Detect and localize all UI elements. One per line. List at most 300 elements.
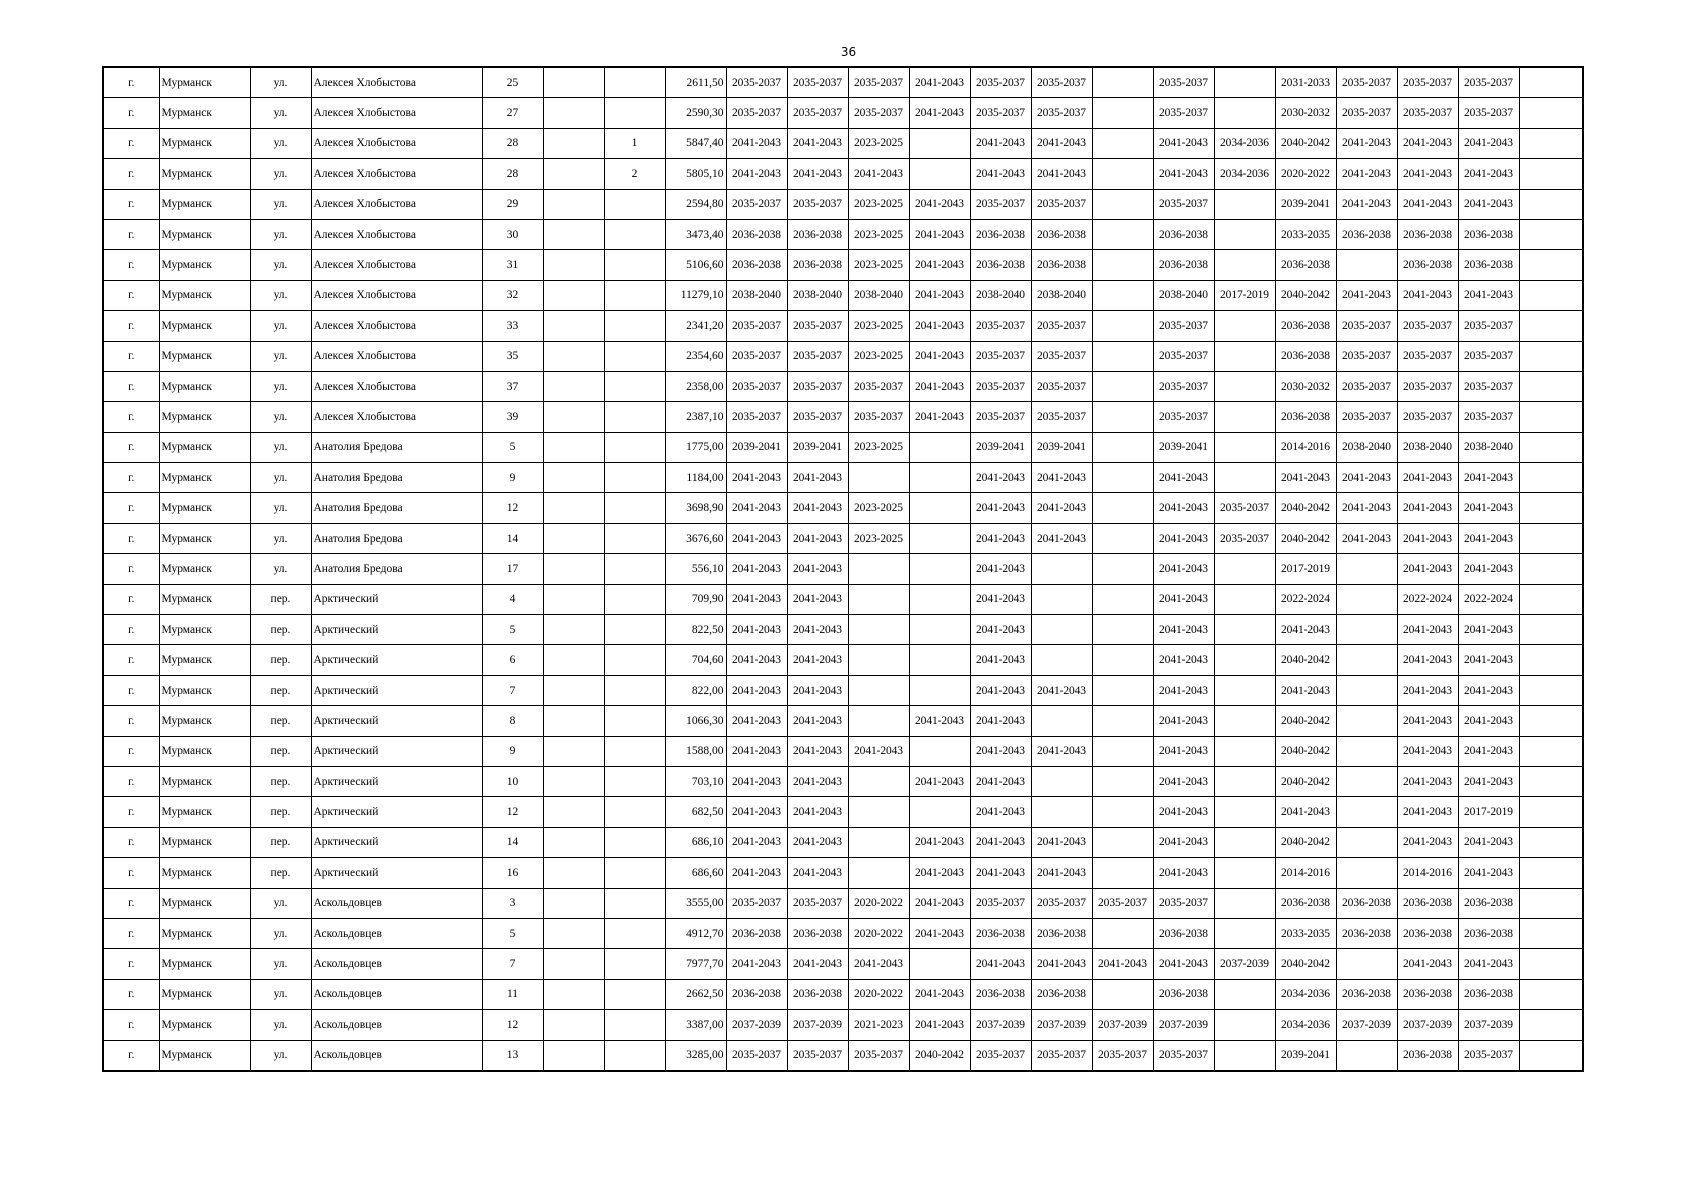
part-cell [604,219,665,249]
building-cell [543,797,604,827]
period-cell-3: 2023-2025 [848,250,909,280]
period-cell-1: 2041-2043 [726,463,787,493]
area-cell: 2590,30 [665,98,726,128]
period-cell-6: 2041-2043 [1031,523,1092,553]
period-cell-10: 2040-2042 [1275,736,1336,766]
part-cell [604,827,665,857]
period-cell-12: 2041-2043 [1397,189,1458,219]
building-cell [543,949,604,979]
table-row [103,98,1583,128]
period-cell-5: 2041-2043 [970,615,1031,645]
street-type-cell: ул. [250,979,311,1009]
period-cell-2: 2041-2043 [787,858,848,888]
period-cell-7 [1092,463,1153,493]
period-cell-5: 2035-2037 [970,189,1031,219]
period-cell-11 [1336,736,1397,766]
city-cell: Мурманск [159,311,250,341]
period-cell-8: 2041-2043 [1153,706,1214,736]
period-cell-4 [909,463,970,493]
street-type-cell: ул. [250,493,311,523]
street-name-cell: Алексея Хлобыстова [311,189,482,219]
period-cell-7 [1092,827,1153,857]
period-cell-11 [1336,858,1397,888]
table-row [103,189,1583,219]
street-type-cell: ул. [250,311,311,341]
period-cell-6: 2035-2037 [1031,888,1092,918]
period-cell-9 [1214,341,1275,371]
period-cell-10: 2040-2042 [1275,493,1336,523]
period-cell-8: 2035-2037 [1153,402,1214,432]
period-cell-10: 2034-2036 [1275,1010,1336,1040]
period-cell-11: 2036-2038 [1336,918,1397,948]
period-cell-9: 2017-2019 [1214,280,1275,310]
period-cell-1: 2038-2040 [726,280,787,310]
period-cell-2: 2035-2037 [787,888,848,918]
period-cell-13: 2035-2037 [1458,311,1519,341]
period-cell-11: 2036-2038 [1336,979,1397,1009]
street-type-cell: пер. [250,584,311,614]
period-cell-4: 2041-2043 [909,341,970,371]
street-name-cell: Алексея Хлобыстова [311,159,482,189]
period-cell-3 [848,827,909,857]
period-cell-11: 2041-2043 [1336,523,1397,553]
period-cell-4 [909,523,970,553]
period-cell-8: 2035-2037 [1153,888,1214,918]
period-cell-7 [1092,797,1153,827]
table-row [103,219,1583,249]
period-cell-1: 2035-2037 [726,888,787,918]
trailing-cell [1519,219,1583,249]
area-cell: 2387,10 [665,402,726,432]
settlement-type-cell: г. [103,159,159,189]
period-cell-2: 2037-2039 [787,1010,848,1040]
period-cell-5: 2035-2037 [970,67,1031,98]
period-cell-13: 2041-2043 [1458,949,1519,979]
period-cell-9 [1214,645,1275,675]
period-cell-5: 2041-2043 [970,159,1031,189]
part-cell [604,98,665,128]
period-cell-11: 2035-2037 [1336,98,1397,128]
period-cell-1: 2041-2043 [726,858,787,888]
street-name-cell: Алексея Хлобыстова [311,250,482,280]
period-cell-1: 2041-2043 [726,797,787,827]
period-cell-1: 2035-2037 [726,189,787,219]
period-cell-11: 2035-2037 [1336,371,1397,401]
table-row [103,463,1583,493]
trailing-cell [1519,554,1583,584]
period-cell-4: 2041-2043 [909,706,970,736]
street-type-cell: ул. [250,523,311,553]
table-row [103,1010,1583,1040]
house-number-cell: 29 [482,189,543,219]
city-cell: Мурманск [159,1010,250,1040]
house-number-cell: 28 [482,128,543,158]
period-cell-4: 2041-2043 [909,766,970,796]
street-name-cell: Арктический [311,584,482,614]
period-cell-12: 2041-2043 [1397,645,1458,675]
area-cell: 5805,10 [665,159,726,189]
city-cell: Мурманск [159,584,250,614]
area-cell: 3676,60 [665,523,726,553]
period-cell-10: 2040-2042 [1275,128,1336,158]
period-cell-9 [1214,615,1275,645]
period-cell-4: 2041-2043 [909,827,970,857]
period-cell-7 [1092,250,1153,280]
period-cell-8: 2035-2037 [1153,341,1214,371]
area-cell: 822,50 [665,615,726,645]
street-type-cell: ул. [250,98,311,128]
period-cell-11 [1336,949,1397,979]
street-type-cell: пер. [250,766,311,796]
period-cell-2: 2041-2043 [787,706,848,736]
trailing-cell [1519,128,1583,158]
period-cell-3 [848,858,909,888]
period-cell-9 [1214,766,1275,796]
period-cell-3: 2035-2037 [848,98,909,128]
area-cell: 4912,70 [665,918,726,948]
city-cell: Мурманск [159,402,250,432]
street-name-cell: Алексея Хлобыстова [311,280,482,310]
city-cell: Мурманск [159,98,250,128]
table-row [103,675,1583,705]
part-cell [604,949,665,979]
part-cell [604,858,665,888]
period-cell-11 [1336,766,1397,796]
period-cell-2: 2041-2043 [787,736,848,766]
period-cell-5: 2041-2043 [970,584,1031,614]
area-cell: 686,60 [665,858,726,888]
street-type-cell: пер. [250,645,311,675]
period-cell-1: 2035-2037 [726,371,787,401]
period-cell-6: 2041-2043 [1031,128,1092,158]
period-cell-4: 2041-2043 [909,1010,970,1040]
period-cell-8: 2041-2043 [1153,463,1214,493]
trailing-cell [1519,615,1583,645]
settlement-type-cell: г. [103,675,159,705]
period-cell-2: 2041-2043 [787,675,848,705]
building-cell [543,554,604,584]
trailing-cell [1519,797,1583,827]
street-name-cell: Аскольдовцев [311,1010,482,1040]
period-cell-3 [848,645,909,675]
period-cell-12: 2035-2037 [1397,341,1458,371]
building-cell [543,128,604,158]
register-table-body [103,67,1583,1071]
period-cell-10: 2017-2019 [1275,554,1336,584]
period-cell-7 [1092,858,1153,888]
period-cell-1: 2036-2038 [726,918,787,948]
period-cell-3: 2035-2037 [848,67,909,98]
period-cell-6: 2041-2043 [1031,159,1092,189]
period-cell-10: 2031-2033 [1275,67,1336,98]
period-cell-5: 2035-2037 [970,341,1031,371]
trailing-cell [1519,858,1583,888]
period-cell-2: 2041-2043 [787,159,848,189]
period-cell-4: 2041-2043 [909,402,970,432]
period-cell-12: 2036-2038 [1397,1040,1458,1071]
period-cell-10: 2036-2038 [1275,341,1336,371]
house-number-cell: 31 [482,250,543,280]
street-name-cell: Алексея Хлобыстова [311,98,482,128]
period-cell-12: 2041-2043 [1397,706,1458,736]
period-cell-2: 2041-2043 [787,797,848,827]
city-cell: Мурманск [159,858,250,888]
trailing-cell [1519,675,1583,705]
city-cell: Мурманск [159,675,250,705]
period-cell-5: 2035-2037 [970,402,1031,432]
period-cell-7 [1092,67,1153,98]
period-cell-10: 2040-2042 [1275,766,1336,796]
trailing-cell [1519,949,1583,979]
city-cell: Мурманск [159,979,250,1009]
period-cell-2: 2035-2037 [787,189,848,219]
period-cell-3: 2023-2025 [848,523,909,553]
part-cell [604,766,665,796]
table-row [103,311,1583,341]
street-name-cell: Арктический [311,645,482,675]
street-name-cell: Алексея Хлобыстова [311,219,482,249]
period-cell-9 [1214,189,1275,219]
period-cell-12: 2014-2016 [1397,858,1458,888]
city-cell: Мурманск [159,280,250,310]
building-cell [543,189,604,219]
period-cell-10: 2041-2043 [1275,463,1336,493]
house-number-cell: 13 [482,1040,543,1071]
period-cell-8: 2041-2043 [1153,949,1214,979]
period-cell-13: 2035-2037 [1458,67,1519,98]
house-number-cell: 27 [482,98,543,128]
house-number-cell: 30 [482,219,543,249]
period-cell-11 [1336,615,1397,645]
period-cell-7: 2035-2037 [1092,1040,1153,1071]
period-cell-7 [1092,918,1153,948]
period-cell-2: 2041-2043 [787,493,848,523]
trailing-cell [1519,280,1583,310]
period-cell-1: 2036-2038 [726,250,787,280]
area-cell: 686,10 [665,827,726,857]
house-number-cell: 7 [482,949,543,979]
period-cell-11 [1336,827,1397,857]
period-cell-2: 2035-2037 [787,371,848,401]
period-cell-11: 2035-2037 [1336,341,1397,371]
city-cell: Мурманск [159,645,250,675]
period-cell-6: 2041-2043 [1031,736,1092,766]
part-cell [604,979,665,1009]
period-cell-13: 2017-2019 [1458,797,1519,827]
part-cell [604,371,665,401]
period-cell-5: 2041-2043 [970,493,1031,523]
period-cell-9 [1214,219,1275,249]
period-cell-13: 2041-2043 [1458,554,1519,584]
city-cell: Мурманск [159,736,250,766]
period-cell-6 [1031,584,1092,614]
period-cell-3: 2023-2025 [848,311,909,341]
part-cell [604,523,665,553]
period-cell-8: 2035-2037 [1153,1040,1214,1071]
period-cell-3: 2035-2037 [848,371,909,401]
settlement-type-cell: г. [103,128,159,158]
area-cell: 3473,40 [665,219,726,249]
period-cell-6: 2041-2043 [1031,858,1092,888]
part-cell: 2 [604,159,665,189]
period-cell-8: 2035-2037 [1153,311,1214,341]
settlement-type-cell: г. [103,402,159,432]
period-cell-9 [1214,67,1275,98]
period-cell-6 [1031,615,1092,645]
table-row [103,280,1583,310]
period-cell-5: 2041-2043 [970,766,1031,796]
house-number-cell: 6 [482,645,543,675]
period-cell-11: 2041-2043 [1336,280,1397,310]
period-cell-11: 2035-2037 [1336,67,1397,98]
period-cell-10: 2014-2016 [1275,858,1336,888]
house-number-cell: 14 [482,827,543,857]
period-cell-11: 2036-2038 [1336,888,1397,918]
period-cell-3 [848,766,909,796]
period-cell-8: 2041-2043 [1153,159,1214,189]
table-row [103,128,1583,158]
settlement-type-cell: г. [103,250,159,280]
period-cell-7 [1092,766,1153,796]
period-cell-9: 2037-2039 [1214,949,1275,979]
period-cell-1: 2036-2038 [726,219,787,249]
period-cell-10: 2030-2032 [1275,371,1336,401]
trailing-cell [1519,371,1583,401]
period-cell-10: 2036-2038 [1275,311,1336,341]
period-cell-9: 2034-2036 [1214,128,1275,158]
part-cell [604,736,665,766]
trailing-cell [1519,1040,1583,1071]
period-cell-11 [1336,797,1397,827]
period-cell-4 [909,797,970,827]
period-cell-7 [1092,523,1153,553]
period-cell-3 [848,554,909,584]
settlement-type-cell: г. [103,432,159,462]
period-cell-4: 2041-2043 [909,250,970,280]
period-cell-5: 2036-2038 [970,219,1031,249]
street-type-cell: пер. [250,675,311,705]
city-cell: Мурманск [159,888,250,918]
period-cell-9: 2035-2037 [1214,523,1275,553]
period-cell-13: 2041-2043 [1458,128,1519,158]
area-cell: 556,10 [665,554,726,584]
period-cell-2: 2035-2037 [787,1040,848,1071]
period-cell-9 [1214,584,1275,614]
period-cell-8: 2041-2043 [1153,797,1214,827]
street-name-cell: Анатолия Бредова [311,432,482,462]
period-cell-7 [1092,432,1153,462]
building-cell [543,280,604,310]
house-number-cell: 28 [482,159,543,189]
period-cell-6: 2041-2043 [1031,675,1092,705]
period-cell-13: 2038-2040 [1458,432,1519,462]
period-cell-12: 2041-2043 [1397,827,1458,857]
period-cell-4: 2041-2043 [909,280,970,310]
period-cell-2: 2041-2043 [787,645,848,675]
settlement-type-cell: г. [103,493,159,523]
building-cell [543,463,604,493]
building-cell [543,523,604,553]
period-cell-12: 2041-2043 [1397,159,1458,189]
street-type-cell: ул. [250,341,311,371]
area-cell: 703,10 [665,766,726,796]
city-cell: Мурманск [159,159,250,189]
settlement-type-cell: г. [103,523,159,553]
house-number-cell: 16 [482,858,543,888]
street-type-cell: пер. [250,797,311,827]
period-cell-10: 2041-2043 [1275,675,1336,705]
area-cell: 1588,00 [665,736,726,766]
period-cell-4 [909,645,970,675]
period-cell-4 [909,949,970,979]
trailing-cell [1519,645,1583,675]
page-number: 36 [840,45,857,59]
period-cell-2: 2035-2037 [787,341,848,371]
period-cell-11: 2041-2043 [1336,493,1397,523]
settlement-type-cell: г. [103,311,159,341]
table-row [103,645,1583,675]
period-cell-6: 2041-2043 [1031,463,1092,493]
part-cell [604,675,665,705]
city-cell: Мурманск [159,493,250,523]
trailing-cell [1519,766,1583,796]
period-cell-12: 2036-2038 [1397,888,1458,918]
period-cell-12: 2041-2043 [1397,615,1458,645]
period-cell-3: 2023-2025 [848,341,909,371]
settlement-type-cell: г. [103,827,159,857]
street-type-cell: ул. [250,250,311,280]
house-number-cell: 12 [482,797,543,827]
period-cell-10: 2040-2042 [1275,280,1336,310]
period-cell-6 [1031,766,1092,796]
table-row [103,371,1583,401]
city-cell: Мурманск [159,1040,250,1071]
period-cell-8: 2041-2043 [1153,128,1214,158]
period-cell-10: 2036-2038 [1275,250,1336,280]
building-cell [543,888,604,918]
table-row [103,584,1583,614]
period-cell-12: 2035-2037 [1397,402,1458,432]
part-cell [604,1010,665,1040]
house-number-cell: 8 [482,706,543,736]
trailing-cell [1519,918,1583,948]
period-cell-7 [1092,98,1153,128]
settlement-type-cell: г. [103,706,159,736]
period-cell-3 [848,797,909,827]
part-cell [604,797,665,827]
period-cell-3: 2023-2025 [848,432,909,462]
period-cell-4: 2041-2043 [909,189,970,219]
part-cell [604,888,665,918]
building-cell [543,402,604,432]
period-cell-4: 2041-2043 [909,98,970,128]
period-cell-12: 2036-2038 [1397,979,1458,1009]
city-cell: Мурманск [159,67,250,98]
table-row [103,615,1583,645]
period-cell-9 [1214,371,1275,401]
period-cell-12: 2041-2043 [1397,128,1458,158]
period-cell-13: 2041-2043 [1458,766,1519,796]
table-row [103,797,1583,827]
period-cell-5: 2039-2041 [970,432,1031,462]
period-cell-4: 2041-2043 [909,858,970,888]
period-cell-11 [1336,1040,1397,1071]
street-name-cell: Алексея Хлобыстова [311,128,482,158]
period-cell-5: 2041-2043 [970,554,1031,584]
period-cell-3: 2038-2040 [848,280,909,310]
house-number-cell: 5 [482,432,543,462]
period-cell-11: 2037-2039 [1336,1010,1397,1040]
